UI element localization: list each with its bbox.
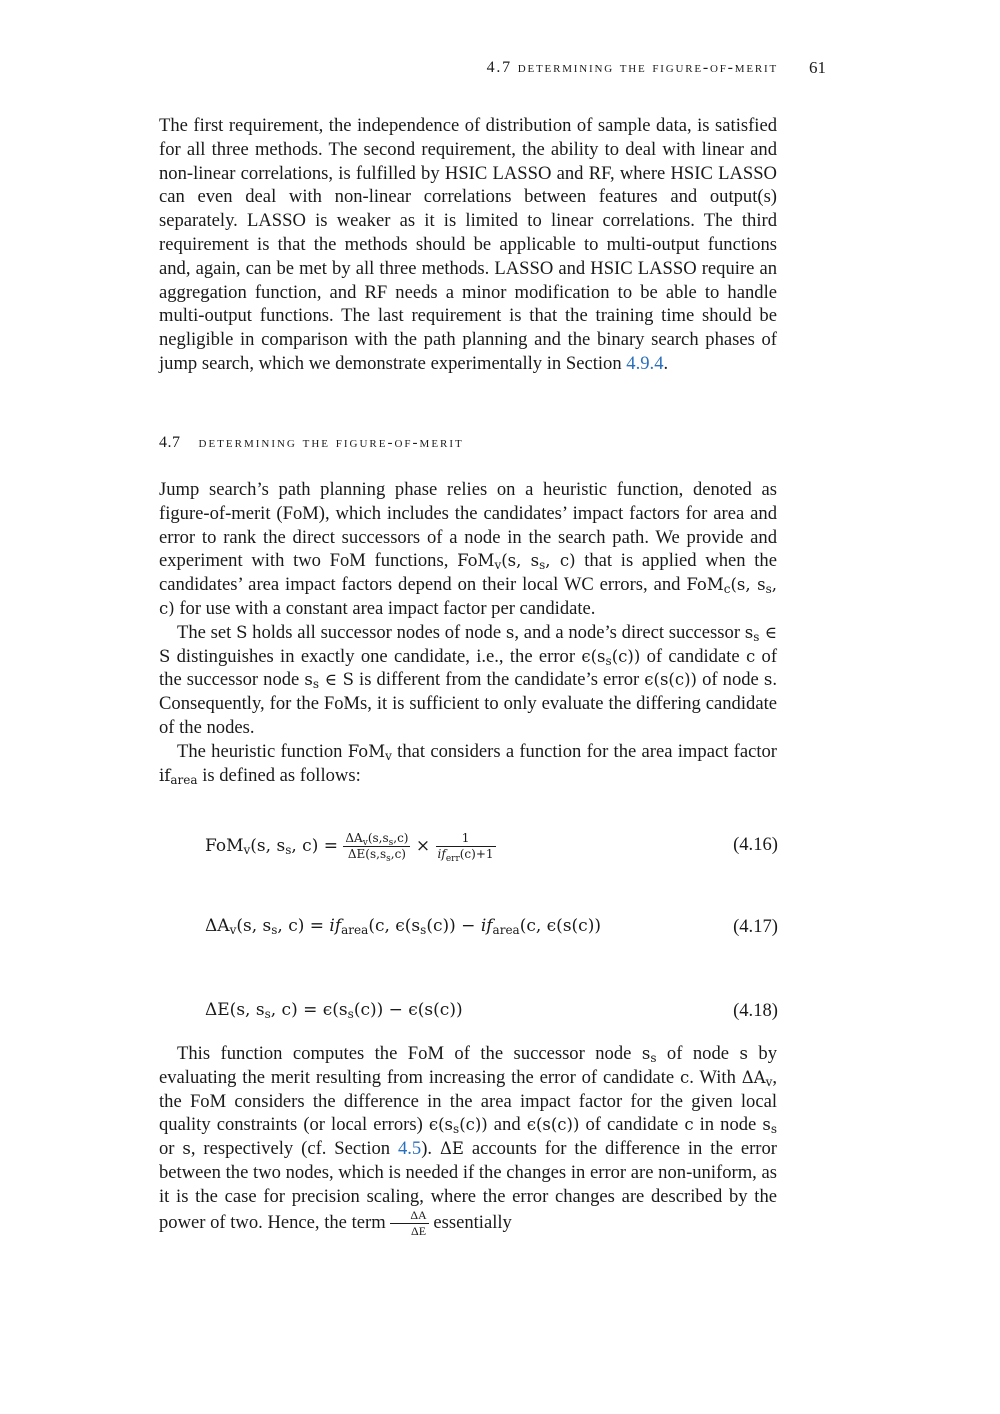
paragraph-requirements (159, 114, 777, 376)
section-title: determining the figure-of-merit (198, 435, 464, 451)
math-fom-c: FoM$_c$(s, $s_s$, c) (159, 575, 777, 618)
running-head-title: 4.7 determining the figure-of-merit (486, 59, 778, 76)
page-number: 61 (809, 58, 826, 77)
equation-expression: ΔE(s, $s_s$, $c) = \epsilon(s_s(c)) - \epsilon(s(c))$ (205, 1000, 463, 1021)
body-text-block (159, 478, 777, 787)
paragraph-heuristic-function: The heuristic function FoM$_v$ that considers a function for the area impact factor $if_{area}$ is defined as follows: (159, 740, 777, 787)
math-fom-v: FoM$_v$(s, $s_s$, c) (457, 551, 576, 573)
equation-expression: $\Delta A_v(s$, $s_s$, $c) = if_{area}(c$, $\epsilon(s_s(c)) - if_{area}(c$, ϵ(s(c)) (205, 916, 601, 937)
paragraph-text: The first requirement, the independence of distribution of sample data, is satisfied for all three methods. The second requirement, the ability to deal with linear and non-linear correlations, is fulfilled by HSIC LASSO and RF, where HSIC LASSO can even deal with non-linear correlations between features and output(s) separately. LASSO is weaker as it is limited to linear correlations. The third requirement is that the methods should be applicable to multi-output functions and, again, can be met by all three methods. LASSO and HSIC LASSO require an aggregation function, and RF needs a minor modification to be able to handle multi-output functions. The last requirement is that the training time should be negligible in comparison with the path planning and the binary search phases of jump search, which we demonstrate experimentally in Section (159, 115, 777, 374)
equation-number: (4.18) (733, 1000, 778, 1021)
equation-number: (4.17) (733, 916, 778, 937)
equation-4-17 (205, 916, 778, 956)
equation-number: (4.16) (733, 834, 778, 855)
fraction-delta-a-over-delta-e: $\frac{\Delta A_v(s,s_s,c)}{\Delta E(s,s_s,c)}$ (345, 831, 409, 864)
fraction-one-over-if-err: $\frac{1}{if_{err}(c)+1}$ (437, 831, 494, 864)
equation-expression: FoM$_v$(s, $s_s$, c) = $\frac{\Delta A_v(s,s_s,c)}{\Delta E(s,s_s,c)}$ × $\frac{1}{if_{err}(c)+1}$ (205, 831, 494, 864)
section-link-4-9-4[interactable]: 4.9.4 (626, 352, 664, 374)
equation-4-16 (205, 832, 778, 872)
section-heading (159, 434, 464, 452)
section-link-4-5[interactable]: 4.5 (397, 1138, 422, 1160)
section-number: 4.7 (159, 434, 181, 451)
paragraph-fom-intro: Jump search’s path planning phase relies on a heuristic function, denoted as figure-of-merit (FoM), which includes the candidates’ impact factors for area and error to rank the direct successors of a node in the search path. We provide and experiment with two FoM functions, FoM$_v$(s, $s_s$, c) that is applied when the candidates’ area impact factors depend on their local WC errors, and FoM$_c$(s, $s_s$, c) for use with a constant area impact factor per candidate. (159, 479, 777, 619)
fraction-delta-a-over-delta-e-inline: $\frac{\Delta A}{\Delta E}$ (390, 1209, 428, 1238)
running-head (159, 56, 826, 80)
paragraph-end: . (663, 352, 669, 374)
paragraph-fom-explanation: This function computes the FoM of the successor node $s_s$ of node s by evaluating the merit resulting from increasing the error of candidate c. With $\Delta A_v$, the FoM considers the difference in the area impact factor for the given local quality constraints (or local errors) $\epsilon(s_s(c))$ and ϵ(s(c)) of candidate c in node $s_s$ or s, respectively (cf. Section 4.5). ΔE accounts for the difference in the error between the two nodes, which is needed if the changes in error are non-uniform, as it is the case for precision scaling, where the error changes are described by the power of two. Hence, the term $\frac{\Delta A}{\Delta E}$ essentially (159, 1043, 777, 1238)
paragraph-successor-set: The set S holds all successor nodes of node s, and a node’s direct successor $s_s$ ∈ S distinguishes in exactly one candidate, i.e., the error $\epsilon(s_s(c))$ of candidate c of the successor node $s_s$ ∈ S is different from the candidate’s error ϵ(s(c)) of node s. Consequently, for the FoMs, it is sufficient to only evaluate the differing candidate of the nodes. (159, 621, 778, 738)
equation-4-18 (205, 1000, 778, 1040)
